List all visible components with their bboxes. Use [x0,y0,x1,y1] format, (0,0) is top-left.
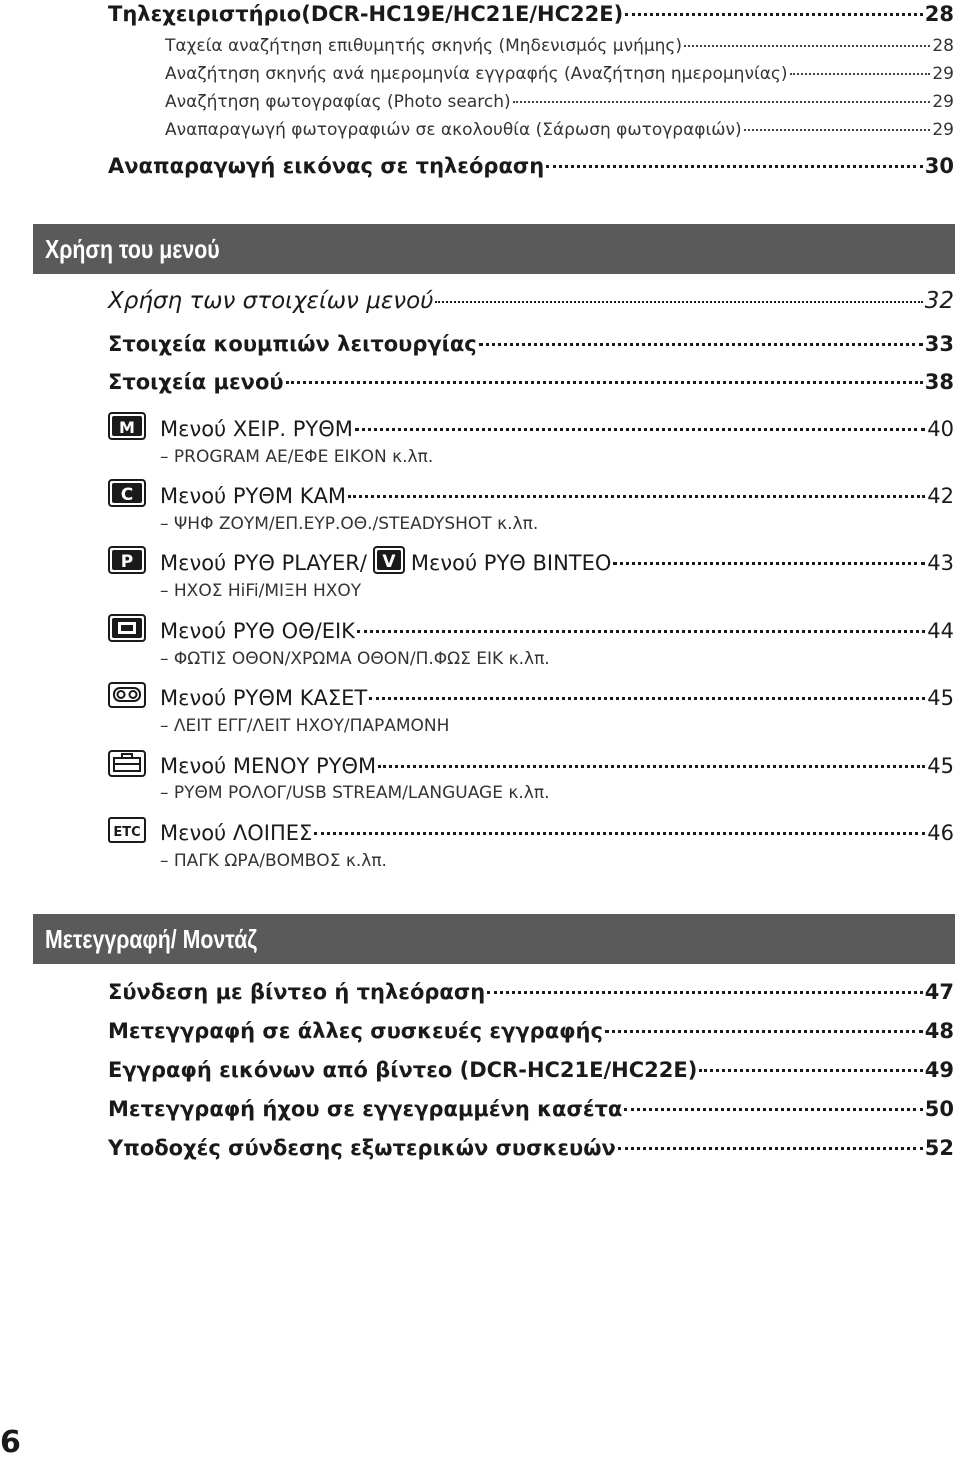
toc-entry-label: Αναζήτηση φωτογραφίας (Photo search) [165,92,511,112]
toc-entry-audio-dubbing[interactable] [108,1097,954,1121]
menu-subitems: – ΨΗΦ ΖΟΥΜ/ΕΠ.ΕΥΡ.ΟΘ./STEADYSHOT κ.λπ. [160,514,539,534]
toc-entry-using-menu[interactable] [108,288,954,314]
toc-entry-jacks[interactable] [108,1136,954,1160]
toc-entry-label: Εγγραφή εικόνων από βίντεο (DCR-HC21E/HC22E) [108,1058,698,1082]
page-number: 6 [0,1425,21,1460]
toc-subentry[interactable] [165,36,954,56]
toc-entry-label: Υποδοχές σύνδεσης εξωτερικών συσκευών [108,1136,616,1160]
toc-entry-dubbing[interactable] [108,1019,954,1043]
toc-entry-remote-control[interactable] [108,2,954,26]
toc-entry-page: 48 [924,1019,954,1043]
toc-entry-page: 28 [924,2,954,26]
toc-entry-recording-from-vcr[interactable] [108,1058,954,1082]
svg-text:C: C [120,485,134,505]
cassette-settings-icon [108,681,146,709]
toc-entry-manual-settings-menu[interactable] [108,408,954,441]
menu-subitems: – ΦΩΤΙΣ ΟΘΟΝ/ΧΡΩΜΑ ΟΘΟΝ/Π.ΦΩΣ ΕΙΚ κ.λπ. [160,649,550,669]
leader-dots [790,73,931,75]
toc-subentry[interactable] [165,92,954,112]
leader-dots [618,1147,923,1150]
leader-dots [625,13,923,16]
leader-dots [378,765,925,768]
leader-dots [479,343,923,346]
toc-entry-page: 47 [924,980,954,1004]
svg-text:P: P [120,552,134,572]
toc-entry-label: Στοιχεία μενού [108,370,284,394]
leader-dots [546,165,923,168]
leader-dots [699,1069,922,1072]
section-title: Μετεγγραφή/ Μοντάζ [45,923,258,954]
lcd-viewfinder-settings-icon [108,614,146,642]
toc-entry-label: Μενού ΛΟΙΠΕΣ [160,821,313,845]
toc-entry-page: 52 [924,1136,954,1160]
toc-entry-label: Μενού ΡΥΘΜ ΚΑΜ [160,484,346,508]
leader-dots [605,1030,923,1033]
vcr-settings-icon [373,546,405,574]
toc-entry-page: 33 [924,332,954,356]
leader-dots [314,832,925,835]
toc-entry-label: Τηλεχειριστήριο(DCR-HC19E/HC21E/HC22E) [108,2,624,26]
toc-entry-label: Μετεγγραφή ήχου σε εγγεγραμμένη κασέτα [108,1097,623,1121]
toc-entry-label: Ταχεία αναζήτηση επιθυμητής σκηνής (Μηδενισμός μνήμης) [165,36,683,56]
menu-subitems: – ΠΑΓΚ ΩΡΑ/ΒΟΜΒΟΣ κ.λπ. [160,851,387,871]
toc-entry-page: 43 [927,551,954,575]
toc-entry-label: Αναπαραγωγή εικόνας σε τηλεόραση [108,154,545,178]
toc-entry-label: Μενού ΡΥΘ PLAYER/ [160,551,367,575]
toc-entry-menu-items[interactable] [108,370,954,394]
toc-entry-page: 38 [924,370,954,394]
camera-settings-icon [108,479,146,507]
toc-entry-page: 29 [932,92,954,112]
toc-entry-label-secondary: Μενού ΡΥΘ ΒΙΝΤΕΟ [410,551,612,575]
leader-dots [513,101,931,103]
menu-subitems: – ΗΧΟΣ HiFi/ΜΙΞΗ ΗΧΟΥ [160,581,362,601]
toc-entry-connect-vcr-tv[interactable] [108,980,954,1004]
toc-subentry[interactable] [165,120,954,140]
toc-entry-label: Μενού ΡΥΘ ΟΘ/ΕΙΚ [160,619,355,643]
etc-icon-text: ETC [113,825,141,840]
toc-entry-page: 30 [924,154,954,178]
leader-dots [348,495,925,498]
menu-subitems: – PROGRAM AE/ΕΦΕ ΕΙΚΟΝ κ.λπ. [160,447,434,467]
leader-dots [684,45,930,47]
menu-subitems: – ΡΥΘΜ ΡΟΛΟΓ/USB STREAM/LANGUAGE κ.λπ. [160,783,550,803]
leader-dots [744,129,931,131]
toc-entry-others-menu[interactable] [108,812,954,845]
toc-entry-tv-playback[interactable] [108,154,954,178]
toc-entry-label: Στοιχεία κουμπιών λειτουργίας [108,332,477,356]
toc-entry-label: Σύνδεση με βίντεο ή τηλεόραση [108,980,486,1004]
toc-entry-page: 42 [927,484,954,508]
toc-entry-label: Μενού ΡΥΘΜ ΚΑΣΕΤ [160,686,368,710]
toc-entry-player-vcr-settings-menu[interactable] [108,542,954,575]
toc-entry-page: 32 [924,288,954,314]
leader-dots [369,697,925,700]
toc-entry-button-items[interactable] [108,332,954,356]
toc-entry-cassette-settings-menu[interactable] [108,677,954,710]
setup-menu-icon [108,749,146,777]
toc-entry-page: 45 [927,686,954,710]
leader-dots [435,301,922,303]
toc-entry-label: Μενού ΧΕΙΡ. ΡΥΘΜ [160,417,353,441]
menu-subitems: – ΛΕΙΤ ΕΓΓ/ΛΕΙΤ ΗΧΟΥ/ΠΑΡΑΜΟΝΗ [160,716,450,736]
etc-icon [108,816,146,844]
toc-entry-camera-settings-menu[interactable] [108,475,954,508]
toc-entry-label: Μετεγγραφή σε άλλες συσκευές εγγραφής [108,1019,603,1043]
toc-entry-page: 28 [932,36,954,56]
section-header-dubbing [33,914,955,964]
toc-entry-page: 40 [927,417,954,441]
manual-settings-icon [108,412,146,440]
toc-subentry[interactable] [165,64,954,84]
toc-entry-setup-menu[interactable] [108,745,954,778]
section-header-menu [33,224,955,274]
leader-dots [624,1108,922,1111]
toc-entry-label: Χρήση των στοιχείων μενού [108,288,434,314]
leader-dots [357,630,925,633]
section-title: Χρήση του μενού [45,233,220,264]
toc-entry-label: Αναπαραγωγή φωτογραφιών σε ακολουθία (Σάρωση φωτογραφιών) [165,120,742,140]
leader-dots [355,428,925,431]
leader-dots [613,562,925,565]
toc-entry-page: 49 [924,1058,954,1082]
toc-entry-lcd-settings-menu[interactable] [108,610,954,643]
toc-entry-page: 44 [927,619,954,643]
toc-entry-label: Μενού ΜΕΝΟΥ ΡΥΘΜ [160,754,377,778]
toc-entry-page: 46 [927,821,954,845]
leader-dots [286,381,923,384]
leader-dots [487,991,923,994]
toc-entry-label: Αναζήτηση σκηνής ανά ημερομηνία εγγραφής (Αναζήτηση ημερομηνίας) [165,64,788,84]
toc-entry-page: 29 [932,64,954,84]
player-settings-icon [108,546,146,574]
toc-entry-page: 29 [932,120,954,140]
toc-entry-page: 50 [924,1097,954,1121]
svg-text:V: V [382,552,396,572]
toc-entry-page: 45 [927,754,954,778]
svg-text:M: M [119,418,135,437]
